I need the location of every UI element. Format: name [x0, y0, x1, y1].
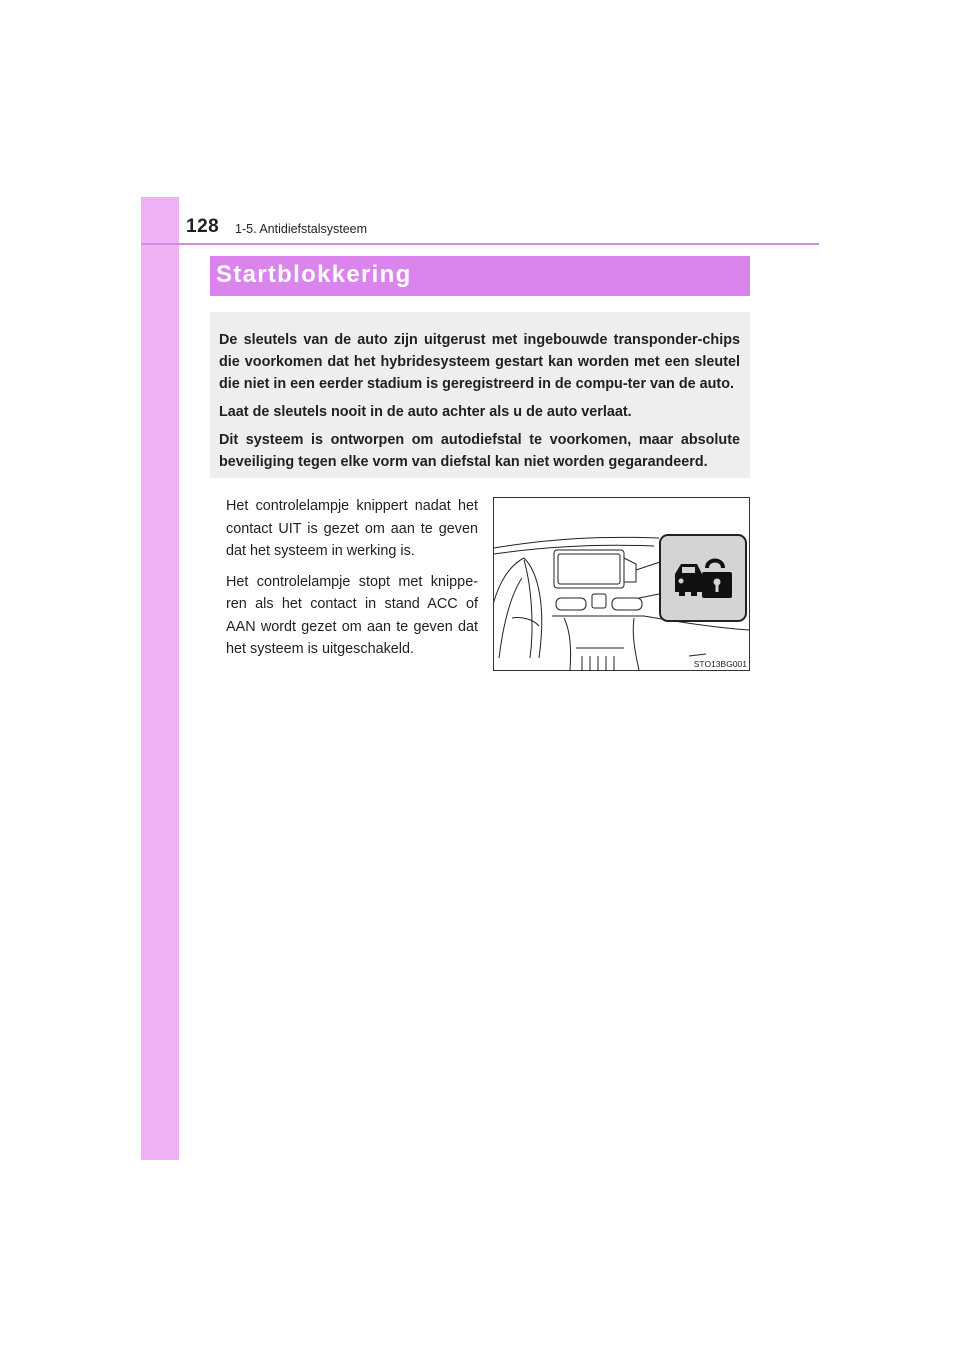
dashboard-illustration [493, 497, 750, 671]
breadcrumb: 1-5. Antidiefstalsysteem [235, 222, 368, 236]
side-tab-strip [141, 197, 179, 1160]
intro-box [210, 312, 750, 478]
security-indicator-icon [671, 554, 735, 604]
body-text [226, 495, 478, 669]
body-paragraph-1: Het controlelampje knippert nadat het contact UIT is gezet om aan te geven dat het systeem in werking is. [226, 498, 478, 559]
figure-code: STO13BG001 [693, 659, 747, 669]
page-number: 128 [186, 216, 220, 237]
intro-paragraph-1: De sleutels van de auto zijn uitgerust met ingebouwde transponder-chips die voorkomen dat het hybridesysteem gestart kan worden met een sleutel die niet in een eerder stadium is geregistreerd in de compu-ter van de auto. [219, 332, 740, 392]
intro-paragraph-2: Laat de sleutels nooit in de auto achter als u de auto verlaat. [219, 404, 632, 420]
intro-paragraph-3: Dit systeem is ontworpen om autodiefstal te voorkomen, maar absolute beveiliging tegen elke vorm van diefstal kan niet worden gegarandeerd. [219, 432, 740, 470]
body-paragraph-2: Het controlelampje stopt met knippe-ren als het contact in stand ACC of AAN wordt gezet om aan te geven dat het systeem is uitgeschakeld. [226, 573, 478, 657]
section-title: Startblokkering [216, 261, 412, 288]
header-divider [141, 243, 819, 245]
indicator-callout [659, 534, 747, 622]
